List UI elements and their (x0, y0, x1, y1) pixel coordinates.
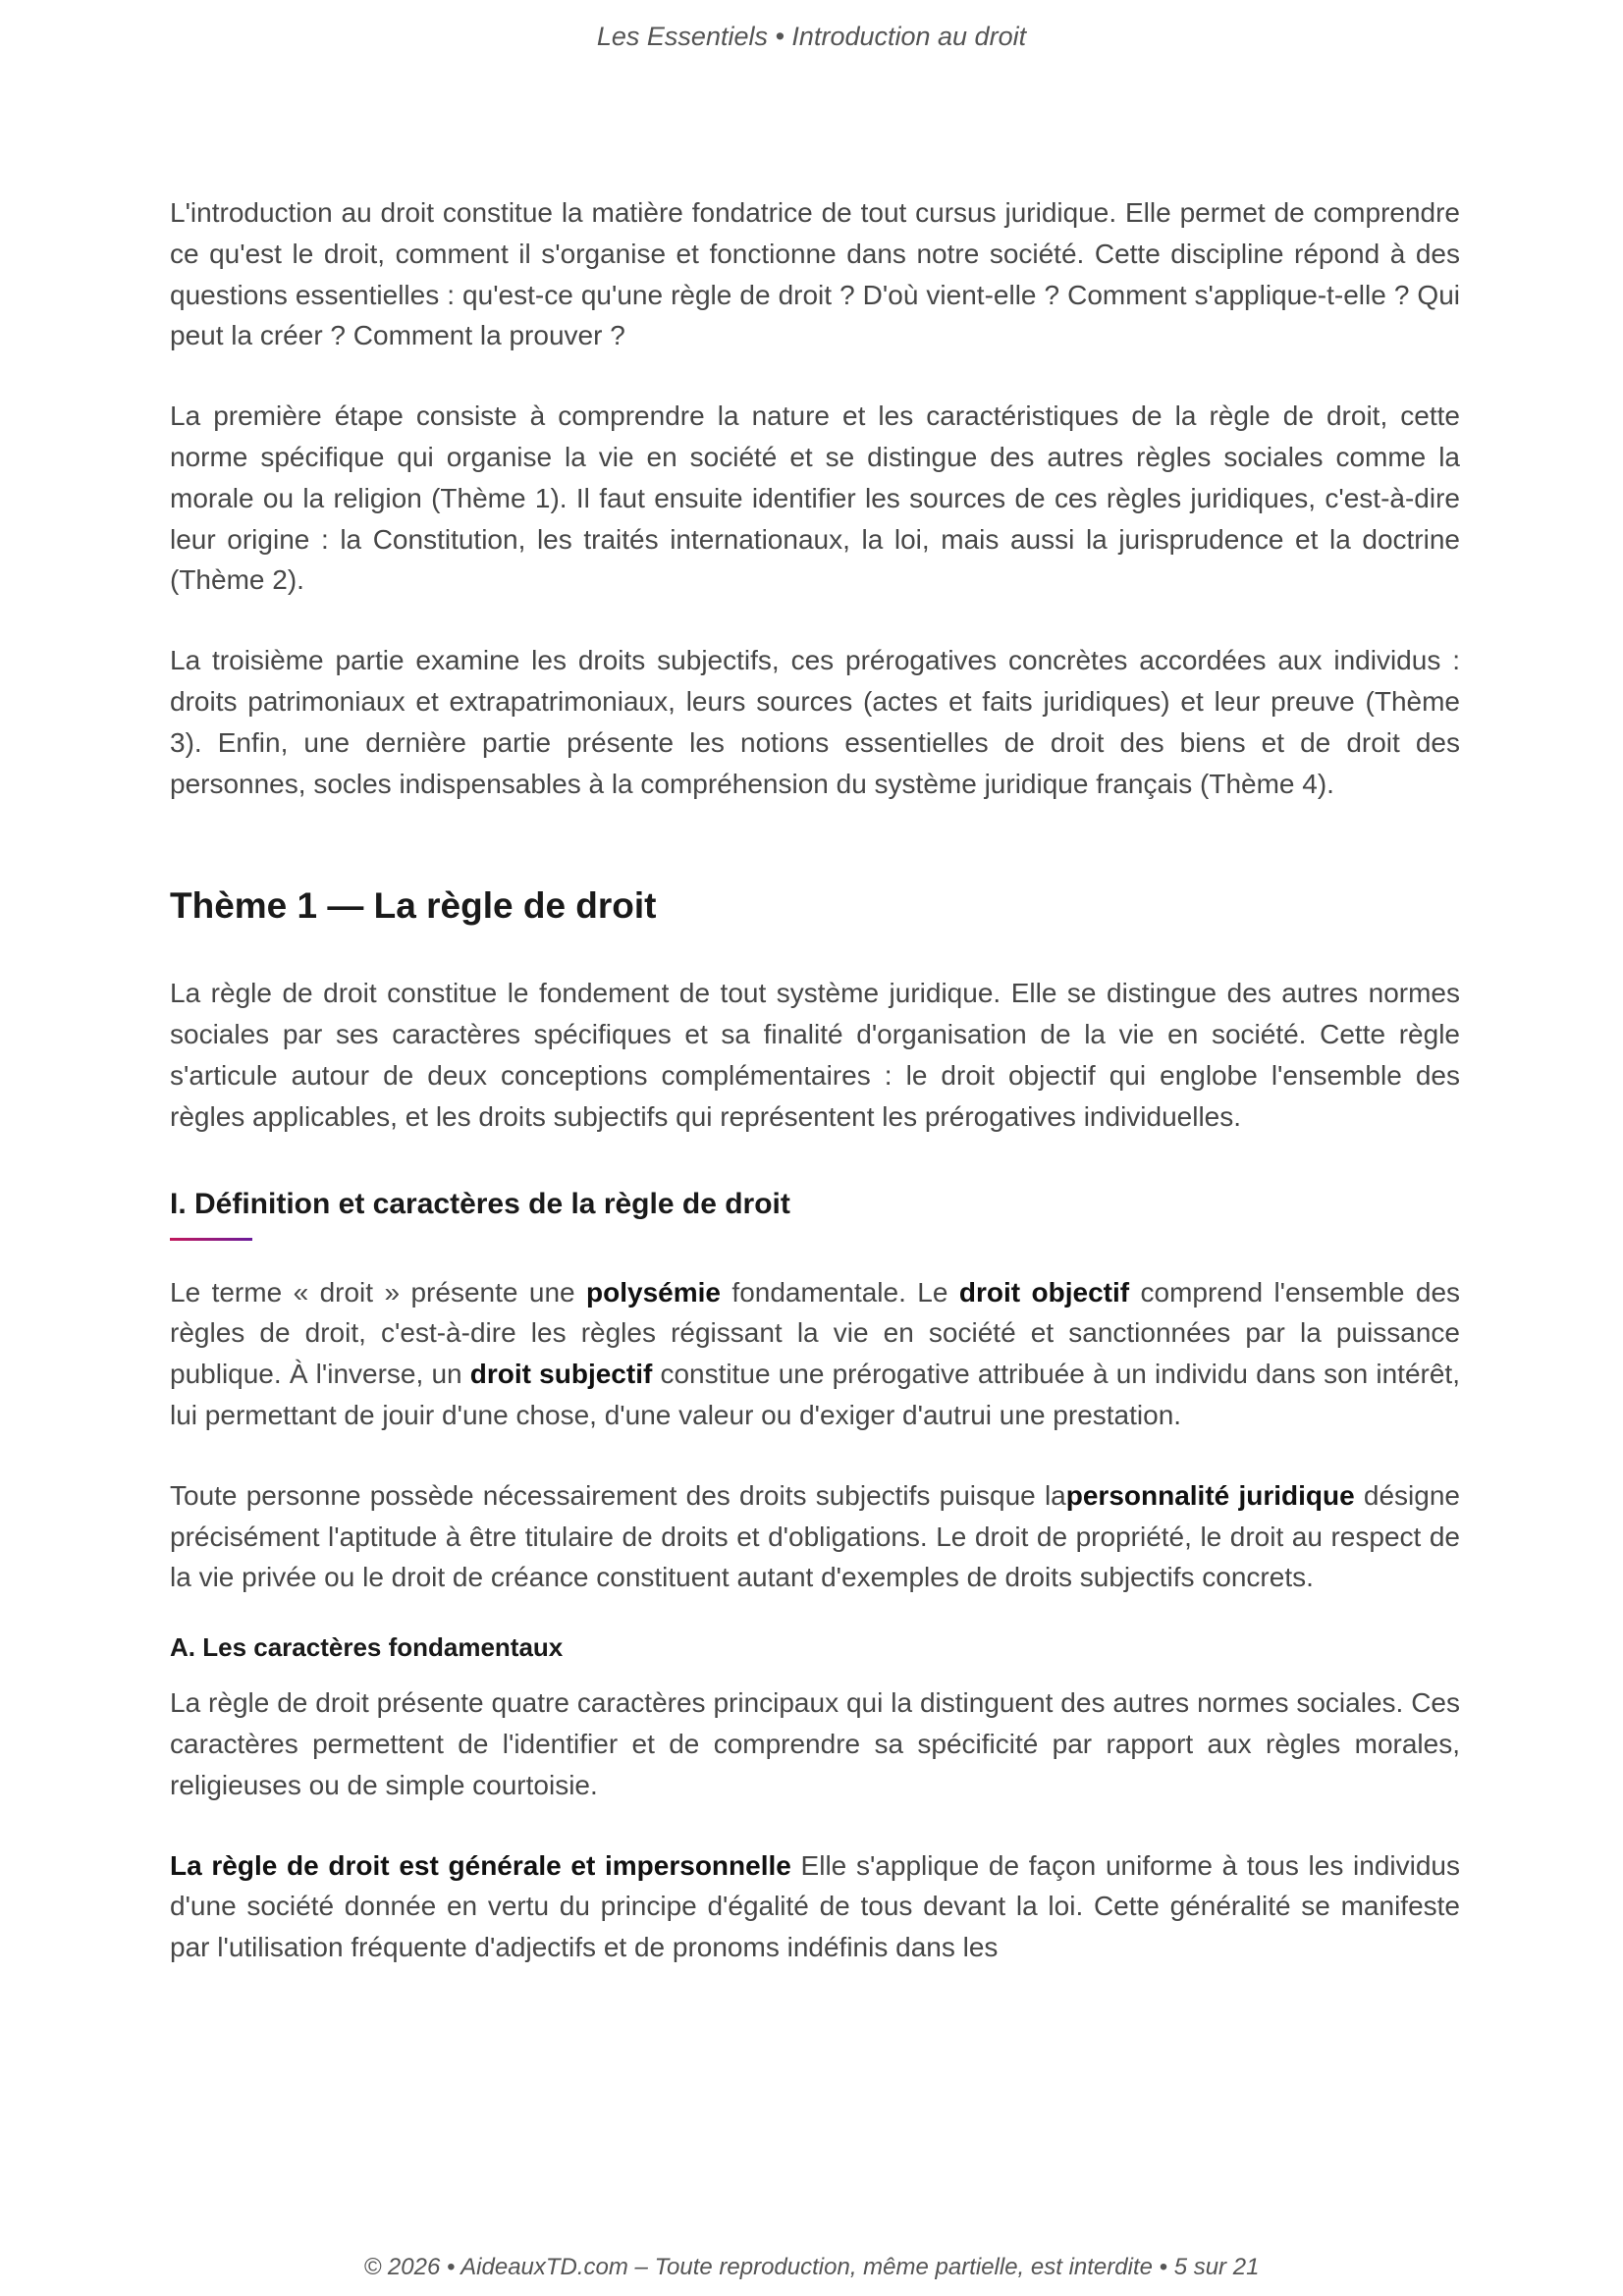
term-droit-subjectif: droit subjectif (469, 1359, 653, 1390)
page-content (170, 192, 1460, 1968)
subsection-a-heading: A. Les caractères fondamentaux (170, 1632, 564, 1663)
theme-1-paragraph: La règle de droit constitue le fondement de tout système juridique. Elle se distingue des autres normes sociales par ses caractères spécifiques et sa finalité d'organisation de la vie en société. Cette règle s'articule autour de deux conceptions complémentaires : le droit objectif qui englobe l'ensemble des règles applicables, et les droits subjectifs qui représentent les prérogatives individuelles. (170, 978, 1460, 1132)
term-polysemie: polysémie (586, 1276, 721, 1308)
term-generale-impersonnelle: La règle de droit est générale et impersonnelle (170, 1849, 791, 1881)
page-footer: © 2026 • AideauxTD.com – Toute reproduction, même partielle, est interdite • 5 sur 21 (363, 2254, 1260, 2280)
intro-paragraph-2: La première étape consiste à comprendre la nature et les caractéristiques de la règle de droit, cette norme spécifique qui organise la vie en société et se distingue des autres règles sociales comme la morale ou la religion (Thème 1). Il faut ensuite identifier les sources de ces règles juridiques, c'est-à-dire leur origine : la Constitution, les traités internationaux, la loi, mais aussi la jurisprudence et la doctrine (Thème 2). (170, 400, 1460, 596)
section-1-paragraph-1: Le terme « droit » présente une polysémie fondamentale. Le droit objectif comprend l'ensemble des règles de droit, c'est-à-dire les règles régissant la vie en société et sanctionnées par la puissance publique. À l'inverse, un droit subjectif constitue une prérogative attribuée à un individu dans son intérêt, lui permettant de jouir d'une chose, d'une valeur ou d'exiger d'autrui une prestation. (170, 1276, 1461, 1430)
term-droit-objectif: droit objectif (958, 1276, 1130, 1308)
subsection-a-paragraph-1: La règle de droit présente quatre caractères principaux qui la distinguent des autres normes sociales. Ces caractères permettent de l'identifier et de comprendre sa spécificité par rapport aux règles morales, religieuses ou de simple courtoisie. (170, 1687, 1460, 1800)
subsection-a-paragraph-2: La règle de droit est générale et impersonnelle Elle s'applique de façon uniforme à tous les individus d'une société donnée en vertu du principe d'égalité de tous devant la loi. Cette généralité se manifeste par l'utilisation fréquente d'adjectifs et de pronoms indéfinis dans les (170, 1849, 1460, 1963)
theme-1-heading: Thème 1 — La règle de droit (170, 885, 657, 927)
section-1-paragraph-2: Toute personne possède nécessairement des droits subjectifs puisque lapersonnalité juridique désigne précisément l'aptitude à être titulaire de droits et d'obligations. Le droit de propriété, le droit au respect de la vie privée ou le droit de créance constituent autant d'exemples de droits subjectifs concrets. (170, 1479, 1460, 1593)
running-header: Les Essentiels • Introduction au droit (596, 22, 1027, 51)
intro-paragraph-1: L'introduction au droit constitue la matière fondatrice de tout cursus juridique. Elle permet de comprendre ce qu'est le droit, comment il s'organise et fonctionne dans notre société. Cette discipline répond à des questions essentielles : qu'est-ce qu'une règle de droit ? D'où vient-elle ? Comment s'applique-t-elle ? Qui peut la créer ? Comment la prouver ? (170, 197, 1460, 351)
intro-paragraph-3: La troisième partie examine les droits subjectifs, ces prérogatives concrètes accordées aux individus : droits patrimoniaux et extrapatrimoniaux, leurs sources (actes et faits juridiques) et leur preuve (Thème 3). Enfin, une dernière partie présente les notions essentielles de droit des biens et de droit des personnes, socles indispensables à la compréhension du système juridique français (Thème 4). (170, 645, 1460, 799)
term-personnalite-juridique: personnalité juridique (1065, 1479, 1355, 1511)
section-1-heading: I. Définition et caractères de la règle de droit (170, 1187, 790, 1220)
